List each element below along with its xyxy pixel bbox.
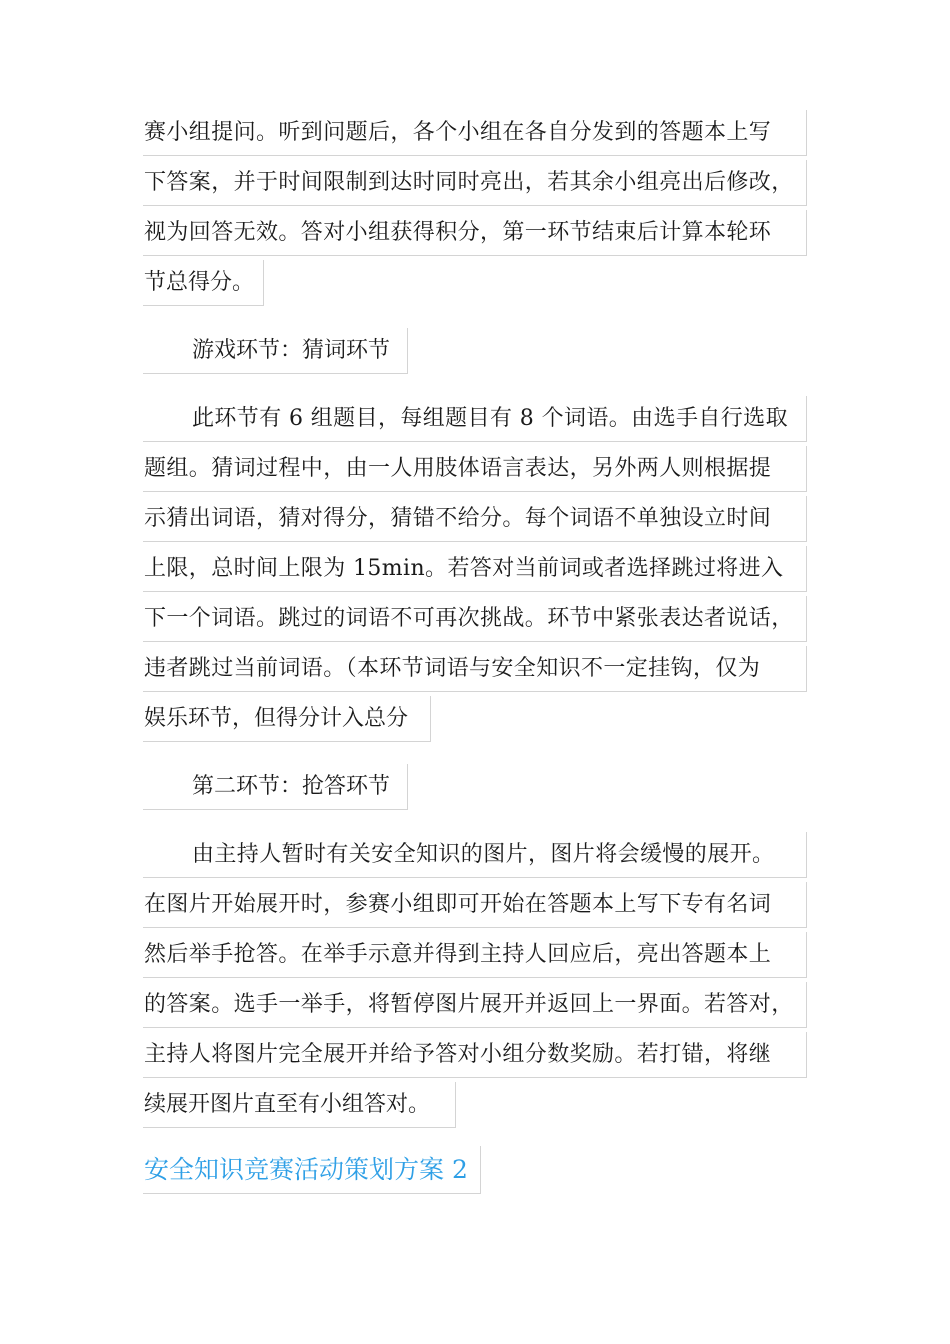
section-title: 游戏环节：猜词环节 (143, 328, 408, 374)
paragraph-line: 的答案。选手一举手，将暂停图片展开并返回上一界面。若答对， (143, 982, 807, 1028)
paragraph-line: 下一个词语。跳过的词语不可再次挑战。环节中紧张表达者说话， (143, 596, 807, 642)
paragraph-line: 视为回答无效。答对小组获得积分，第一环节结束后计算本轮环 (143, 210, 807, 256)
paragraph-line: 下答案，并于时间限制到达时同时亮出，若其余小组亮出后修改， (143, 160, 807, 206)
paragraph-line: 题组。猜词过程中，由一人用肢体语言表达，另外两人则根据提 (143, 446, 807, 492)
paragraph-line: 主持人将图片完全展开并给予答对小组分数奖励。若打错，将继 (143, 1032, 807, 1078)
paragraph-line: 然后举手抢答。在举手示意并得到主持人回应后，亮出答题本上 (143, 932, 807, 978)
paragraph-line: 此环节有 6 组题目，每组题目有 8 个词语。由选手自行选取 (143, 396, 807, 442)
paragraph-line: 上限，总时间上限为 15min。若答对当前词或者选择跳过将进入 (143, 546, 807, 592)
paragraph-line: 在图片开始展开时，参赛小组即可开始在答题本上写下专有名词 (143, 882, 807, 928)
paragraph-line: 赛小组提问。听到问题后，各个小组在各自分发到的答题本上写 (143, 110, 807, 156)
paragraph-line: 续展开图片直至有小组答对。 (143, 1082, 456, 1128)
paragraph-line: 违者跳过当前词语。（本环节词语与安全知识不一定挂钩，仅为 (143, 646, 807, 692)
section-title: 第二环节：抢答环节 (143, 764, 408, 810)
paragraph-line: 由主持人暂时有关安全知识的图片，图片将会缓慢的展开。 (143, 832, 807, 878)
section-heading: 安全知识竞赛活动策划方案 2 (143, 1146, 481, 1194)
paragraph-line: 节总得分。 (143, 260, 264, 306)
paragraph-line: 示猜出词语，猜对得分，猜错不给分。每个词语不单独设立时间 (143, 496, 807, 542)
paragraph-line: 娱乐环节，但得分计入总分 (143, 696, 431, 742)
